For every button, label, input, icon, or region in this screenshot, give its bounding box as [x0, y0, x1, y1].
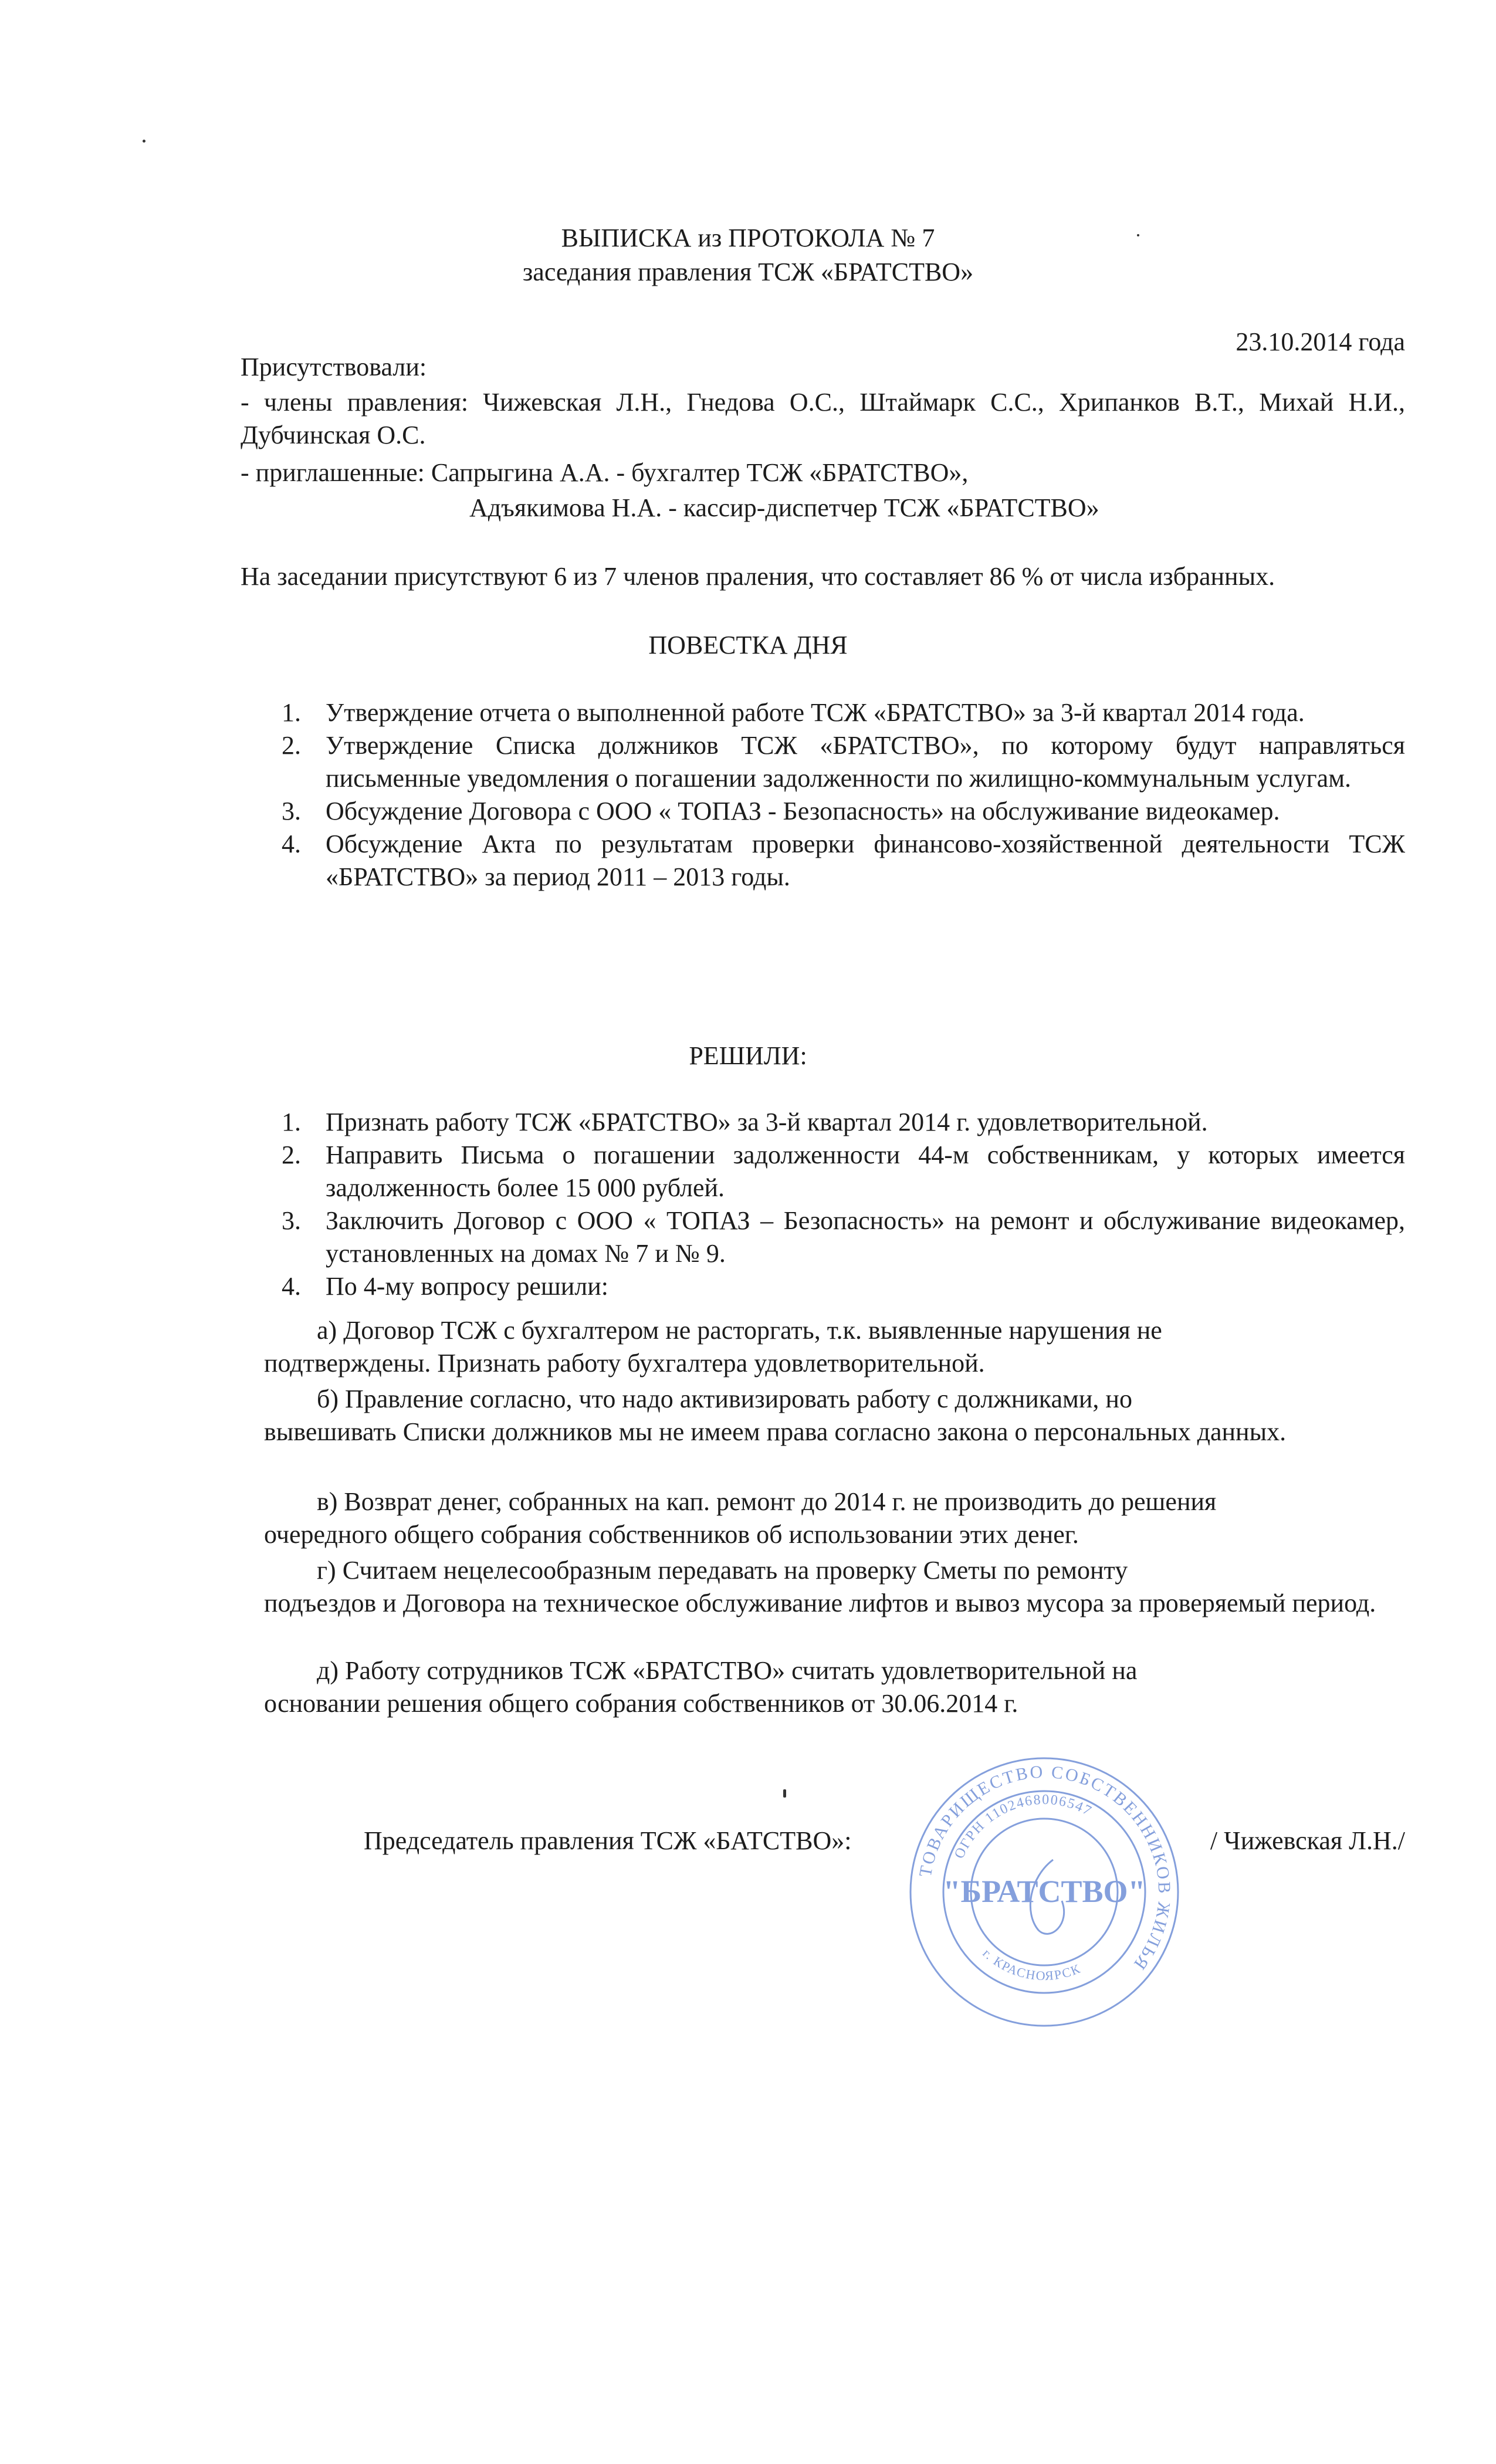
item-text: Утверждение отчета о выполненной работе ТСЖ «БРАТСТВО» за 3-й квартал 2014 года.	[326, 698, 1305, 727]
item-number: 4.	[282, 830, 301, 858]
sub-decision-first-line: д) Работу сотрудников ТСЖ «БРАТСТВО» считать удовлетворительной на	[317, 1656, 1138, 1685]
sub-decision-rest: вывешивать Списки должников мы не имеем права согласно закона о персональных данных.	[264, 1417, 1287, 1446]
list-item	[282, 1139, 1405, 1204]
attendance-invited-1: - приглашенные: Сапрыгина А.А. - бухгалтер ТСЖ «БРАТСТВО»,	[241, 458, 969, 487]
item-text: По 4-му вопросу решили:	[326, 1272, 609, 1301]
sub-decision-first-line: в) Возврат денег, собранных на кап. ремонт до 2014 г. не производить до решения	[317, 1487, 1217, 1516]
scan-speck	[783, 1789, 786, 1798]
list-item	[282, 696, 1405, 729]
list-item	[282, 729, 1405, 795]
sub-decision-rest: подъездов и Договора на техническое обслуживание лифтов и вывоз мусора за проверяемый период.	[264, 1589, 1376, 1617]
sub-decision-first-line: г) Считаем нецелесообразным передавать на проверку Сметы по ремонту	[317, 1556, 1128, 1585]
item-number: 2.	[282, 1140, 301, 1169]
document-title: ВЫПИСКА из ПРОТОКОЛА № 7	[561, 224, 935, 252]
sub-decision-d	[264, 1654, 1405, 1720]
document-date: 23.10.2014 года	[1236, 327, 1405, 356]
sub-decision-first-line: а) Договор ТСЖ с бухгалтером не расторгать, т.к. выявленные нарушения не	[317, 1316, 1162, 1345]
agenda-list	[282, 696, 1405, 893]
organization-seal	[906, 1754, 1182, 2030]
attendance-heading: Присутствовали:	[241, 353, 427, 381]
item-number: 3.	[282, 797, 301, 825]
item-text: Утверждение Списка должников ТСЖ «БРАТСТВО», по которому будут направляться письменные уведомления о погашении задолженности по жилищно-коммунальным услугам.	[326, 731, 1405, 793]
list-item	[282, 795, 1405, 828]
sub-decision-g	[264, 1554, 1405, 1620]
sub-decision-b	[264, 1383, 1405, 1448]
seal-outer-text: ТОВАРИЩЕСТВО СОБСТВЕННИКОВ ЖИЛЬЯ	[915, 1762, 1175, 1975]
quorum-paragraph: На заседании присутствуют 6 из 7 членов праления, что составляет 86 % от числа избранных.	[241, 562, 1275, 591]
item-text: Признать работу ТСЖ «БРАТСТВО» за 3-й квартал 2014 г. удовлетворительной.	[326, 1108, 1208, 1136]
item-number: 1.	[282, 1108, 301, 1136]
sub-decision-rest: подтверждены. Признать работу бухгалтера удовлетворительной.	[264, 1349, 985, 1377]
attendance-members: - члены правления: Чижевская Л.Н., Гнедова О.С., Штаймарк С.С., Хрипанков В.Т., Михай Н.И., Дубчинская О.С.	[241, 388, 1405, 449]
seal-inner-text: ОГРН 1102468006547	[952, 1792, 1095, 1861]
sub-decision-rest: основании решения общего собрания собственников от 30.06.2014 г.	[264, 1689, 1018, 1718]
signature-name: / Чижевская Л.Н./	[1210, 1826, 1405, 1855]
list-item	[282, 1204, 1405, 1270]
item-number: 2.	[282, 731, 301, 760]
attendance-invited-2: Адъякимова Н.А. - кассир-диспетчер ТСЖ «БРАТСТВО»	[469, 493, 1099, 522]
decisions-heading: РЕШИЛИ:	[689, 1041, 807, 1070]
agenda-heading: ПОВЕСТКА ДНЯ	[648, 631, 848, 659]
decisions-list	[282, 1106, 1405, 1303]
item-text: Направить Письма о погашении задолженности 44-м собственникам, у которых имеется задолженность более 15 000 рублей.	[326, 1140, 1405, 1202]
sub-decision-a	[264, 1314, 1405, 1380]
list-item	[282, 1106, 1405, 1139]
seal-center-text: "БРАТСТВО"	[943, 1874, 1146, 1909]
list-item	[282, 828, 1405, 893]
signature-label: Председатель правления ТСЖ «БАТСТВО»:	[364, 1826, 852, 1855]
scan-speck	[1137, 234, 1139, 236]
list-item	[282, 1270, 1405, 1303]
item-number: 1.	[282, 698, 301, 727]
item-text: Обсуждение Акта по результатам проверки финансово-хозяйственной деятельности ТСЖ «БРАТСТВО» за период 2011 – 2013 годы.	[326, 830, 1405, 891]
sub-decision-rest: очередного общего собрания собственников об использовании этих денег.	[264, 1520, 1079, 1549]
item-number: 4.	[282, 1272, 301, 1301]
seal-bottom-text: г. КРАСНОЯРСК	[980, 1945, 1084, 1984]
item-number: 3.	[282, 1206, 301, 1235]
sub-decision-v	[264, 1485, 1405, 1551]
scan-speck	[143, 140, 145, 143]
item-text: Обсуждение Договора с ООО « ТОПАЗ - Безопасность» на обслуживание видеокамер.	[326, 797, 1280, 825]
item-text: Заключить Договор с ООО « ТОПАЗ – Безопасность» на ремонт и обслуживание видеокамер, установленных на домах № 7 и № 9.	[326, 1206, 1405, 1268]
document-subtitle: заседания правления ТСЖ «БРАТСТВО»	[522, 258, 974, 286]
sub-decision-first-line: б) Правление согласно, что надо активизировать работу с должниками, но	[317, 1385, 1132, 1413]
